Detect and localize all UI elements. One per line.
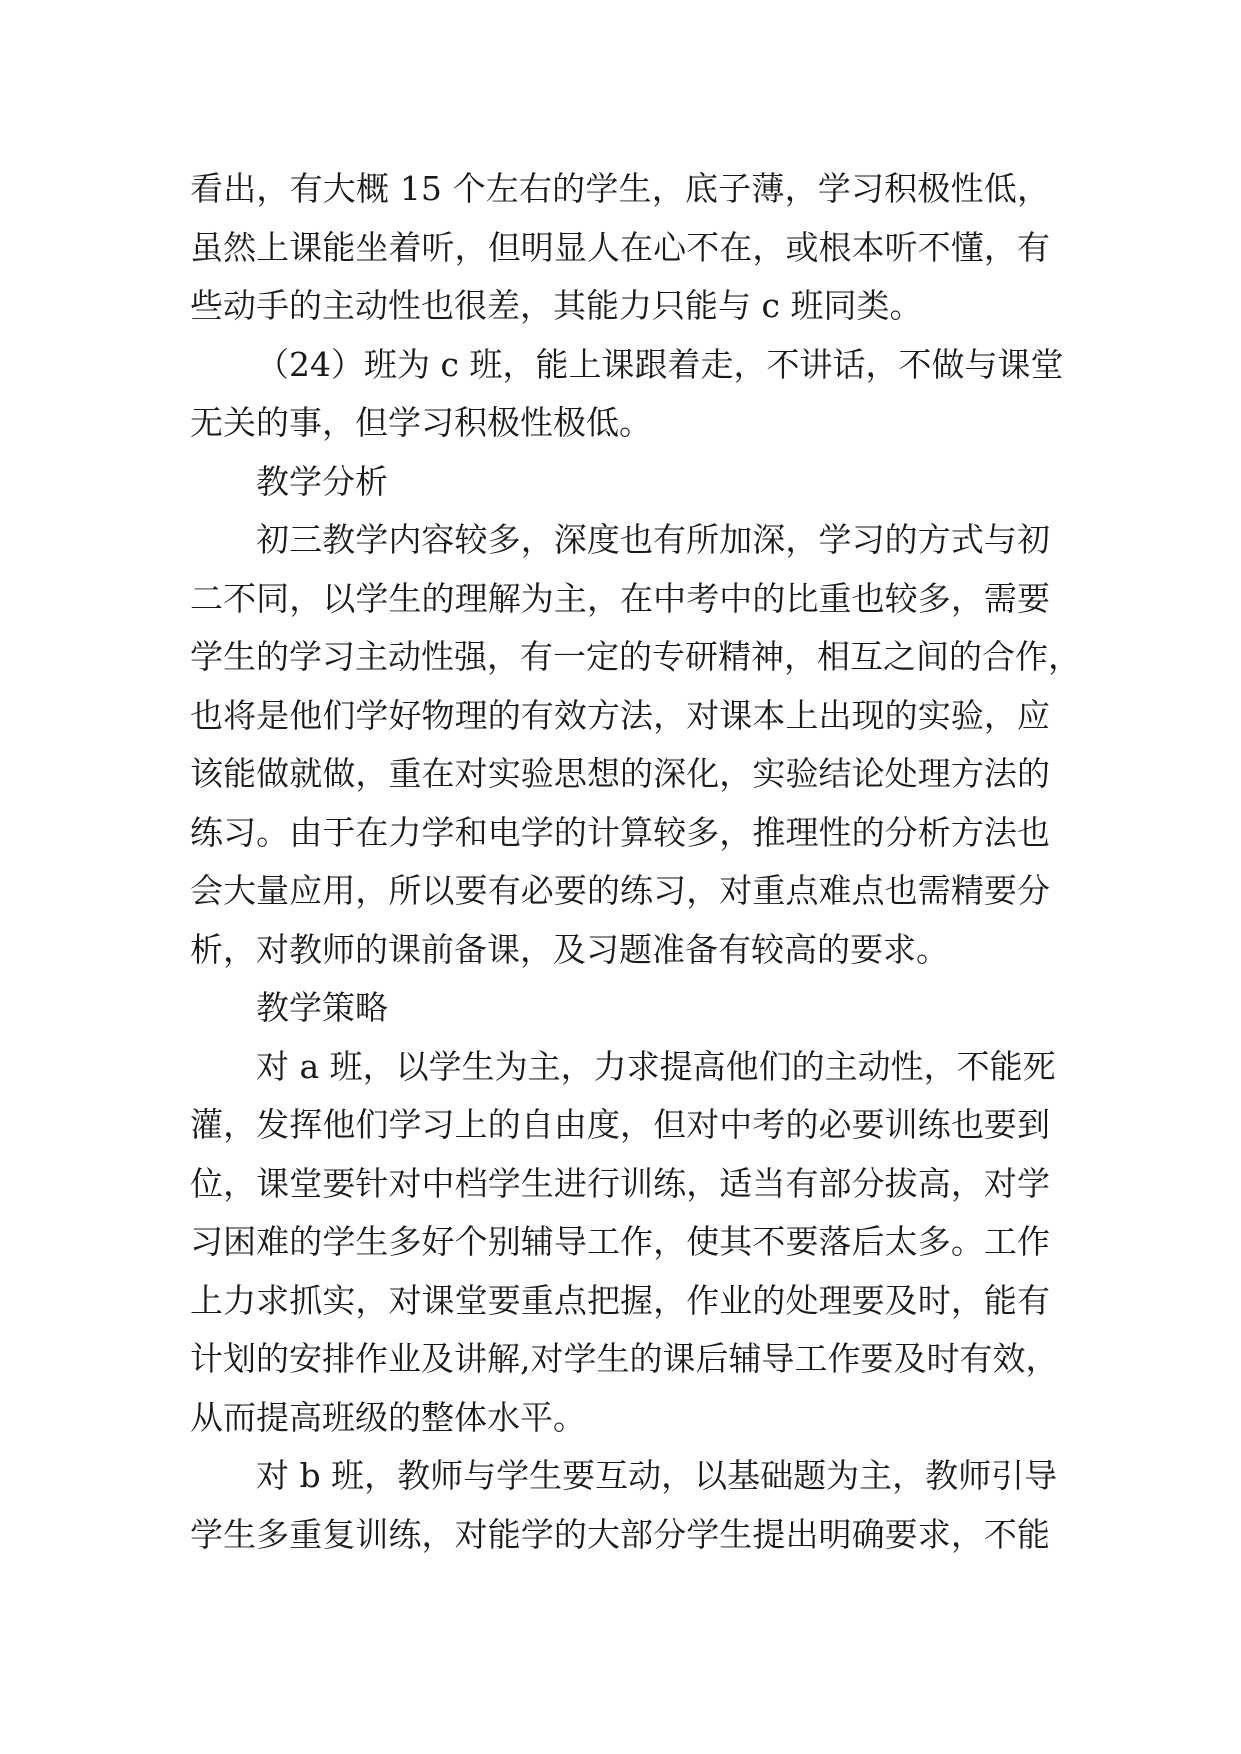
text-line: 看出，有大概 15 个左右的学生，底子薄，学习积极性低，	[190, 169, 1050, 208]
text-line: 习困难的学生多好个别辅导工作，使其不要落后太多。工作	[190, 1222, 1050, 1261]
text-line: 位，课堂要针对中档学生进行训练，适当有部分拔高，对学	[190, 1163, 1050, 1203]
text-line: 初三教学内容较多，深度也有所加深，学习的方式与初	[256, 520, 1050, 559]
text-line: 学生的学习主动性强，有一定的专研精神，相互之间的合作，	[190, 637, 1081, 676]
text-line: 析，对教师的课前备课，及习题准备有较高的要求。	[190, 929, 949, 969]
text-line: 该能做就做，重在对实验思想的深化，实验结论处理方法的	[190, 754, 1050, 793]
text-line: 练习。由于在力学和电学的计算较多，推理性的分析方法也	[190, 812, 1050, 852]
paragraph	[190, 1038, 1059, 1448]
text-line: 些动手的主动性也很差，其能力只能与 c 班同类。	[190, 286, 923, 325]
text-line: 无关的事，但学习积极性极低。	[190, 403, 652, 442]
text-line: 学生多重复训练，对能学的大部分学生提出明确要求，不能	[190, 1514, 1050, 1554]
text-line: 对 a 班，以学生为主，力求提高他们的主动性，不能死	[256, 1046, 1056, 1086]
document-body	[190, 160, 1081, 1564]
section-heading-text: 教学策略	[256, 988, 388, 1027]
text-line: 会大量应用，所以要有必要的练习，对重点难点也需精要分	[190, 871, 1050, 910]
section-heading-text: 教学分析	[256, 461, 388, 501]
text-line: （24）班为 c 班，能上课跟着走，不讲话，不做与课堂	[256, 344, 1064, 384]
text-line: 也将是他们学好物理的有效方法，对课本上出现的实验，应	[190, 695, 1050, 735]
text-line: 灌，发挥他们学习上的自由度，但对中考的必要训练也要到	[190, 1105, 1050, 1144]
text-line: 对 b 班，教师与学生要互动，以基础题为主，教师引导	[256, 1456, 1058, 1495]
text-line: 上力求抓实，对课堂要重点把握，作业的处理要及时，能有	[190, 1280, 1050, 1320]
paragraph	[190, 511, 1081, 979]
text-line: 从而提高班级的整体水平。	[190, 1397, 586, 1437]
paragraph	[190, 336, 1064, 453]
text-line: 二不同，以学生的理解为主，在中考中的比重也较多，需要	[190, 578, 1050, 618]
text-line: 虽然上课能坐着听，但明显人在心不在，或根本听不懂，有	[190, 227, 1050, 267]
paragraph	[190, 160, 1050, 336]
paragraph	[190, 1447, 1058, 1564]
section-heading	[190, 979, 1050, 1038]
text-line: 计划的安排作业及讲解,对学生的课后辅导工作要及时有效，	[190, 1339, 1059, 1378]
section-heading	[190, 453, 1050, 512]
